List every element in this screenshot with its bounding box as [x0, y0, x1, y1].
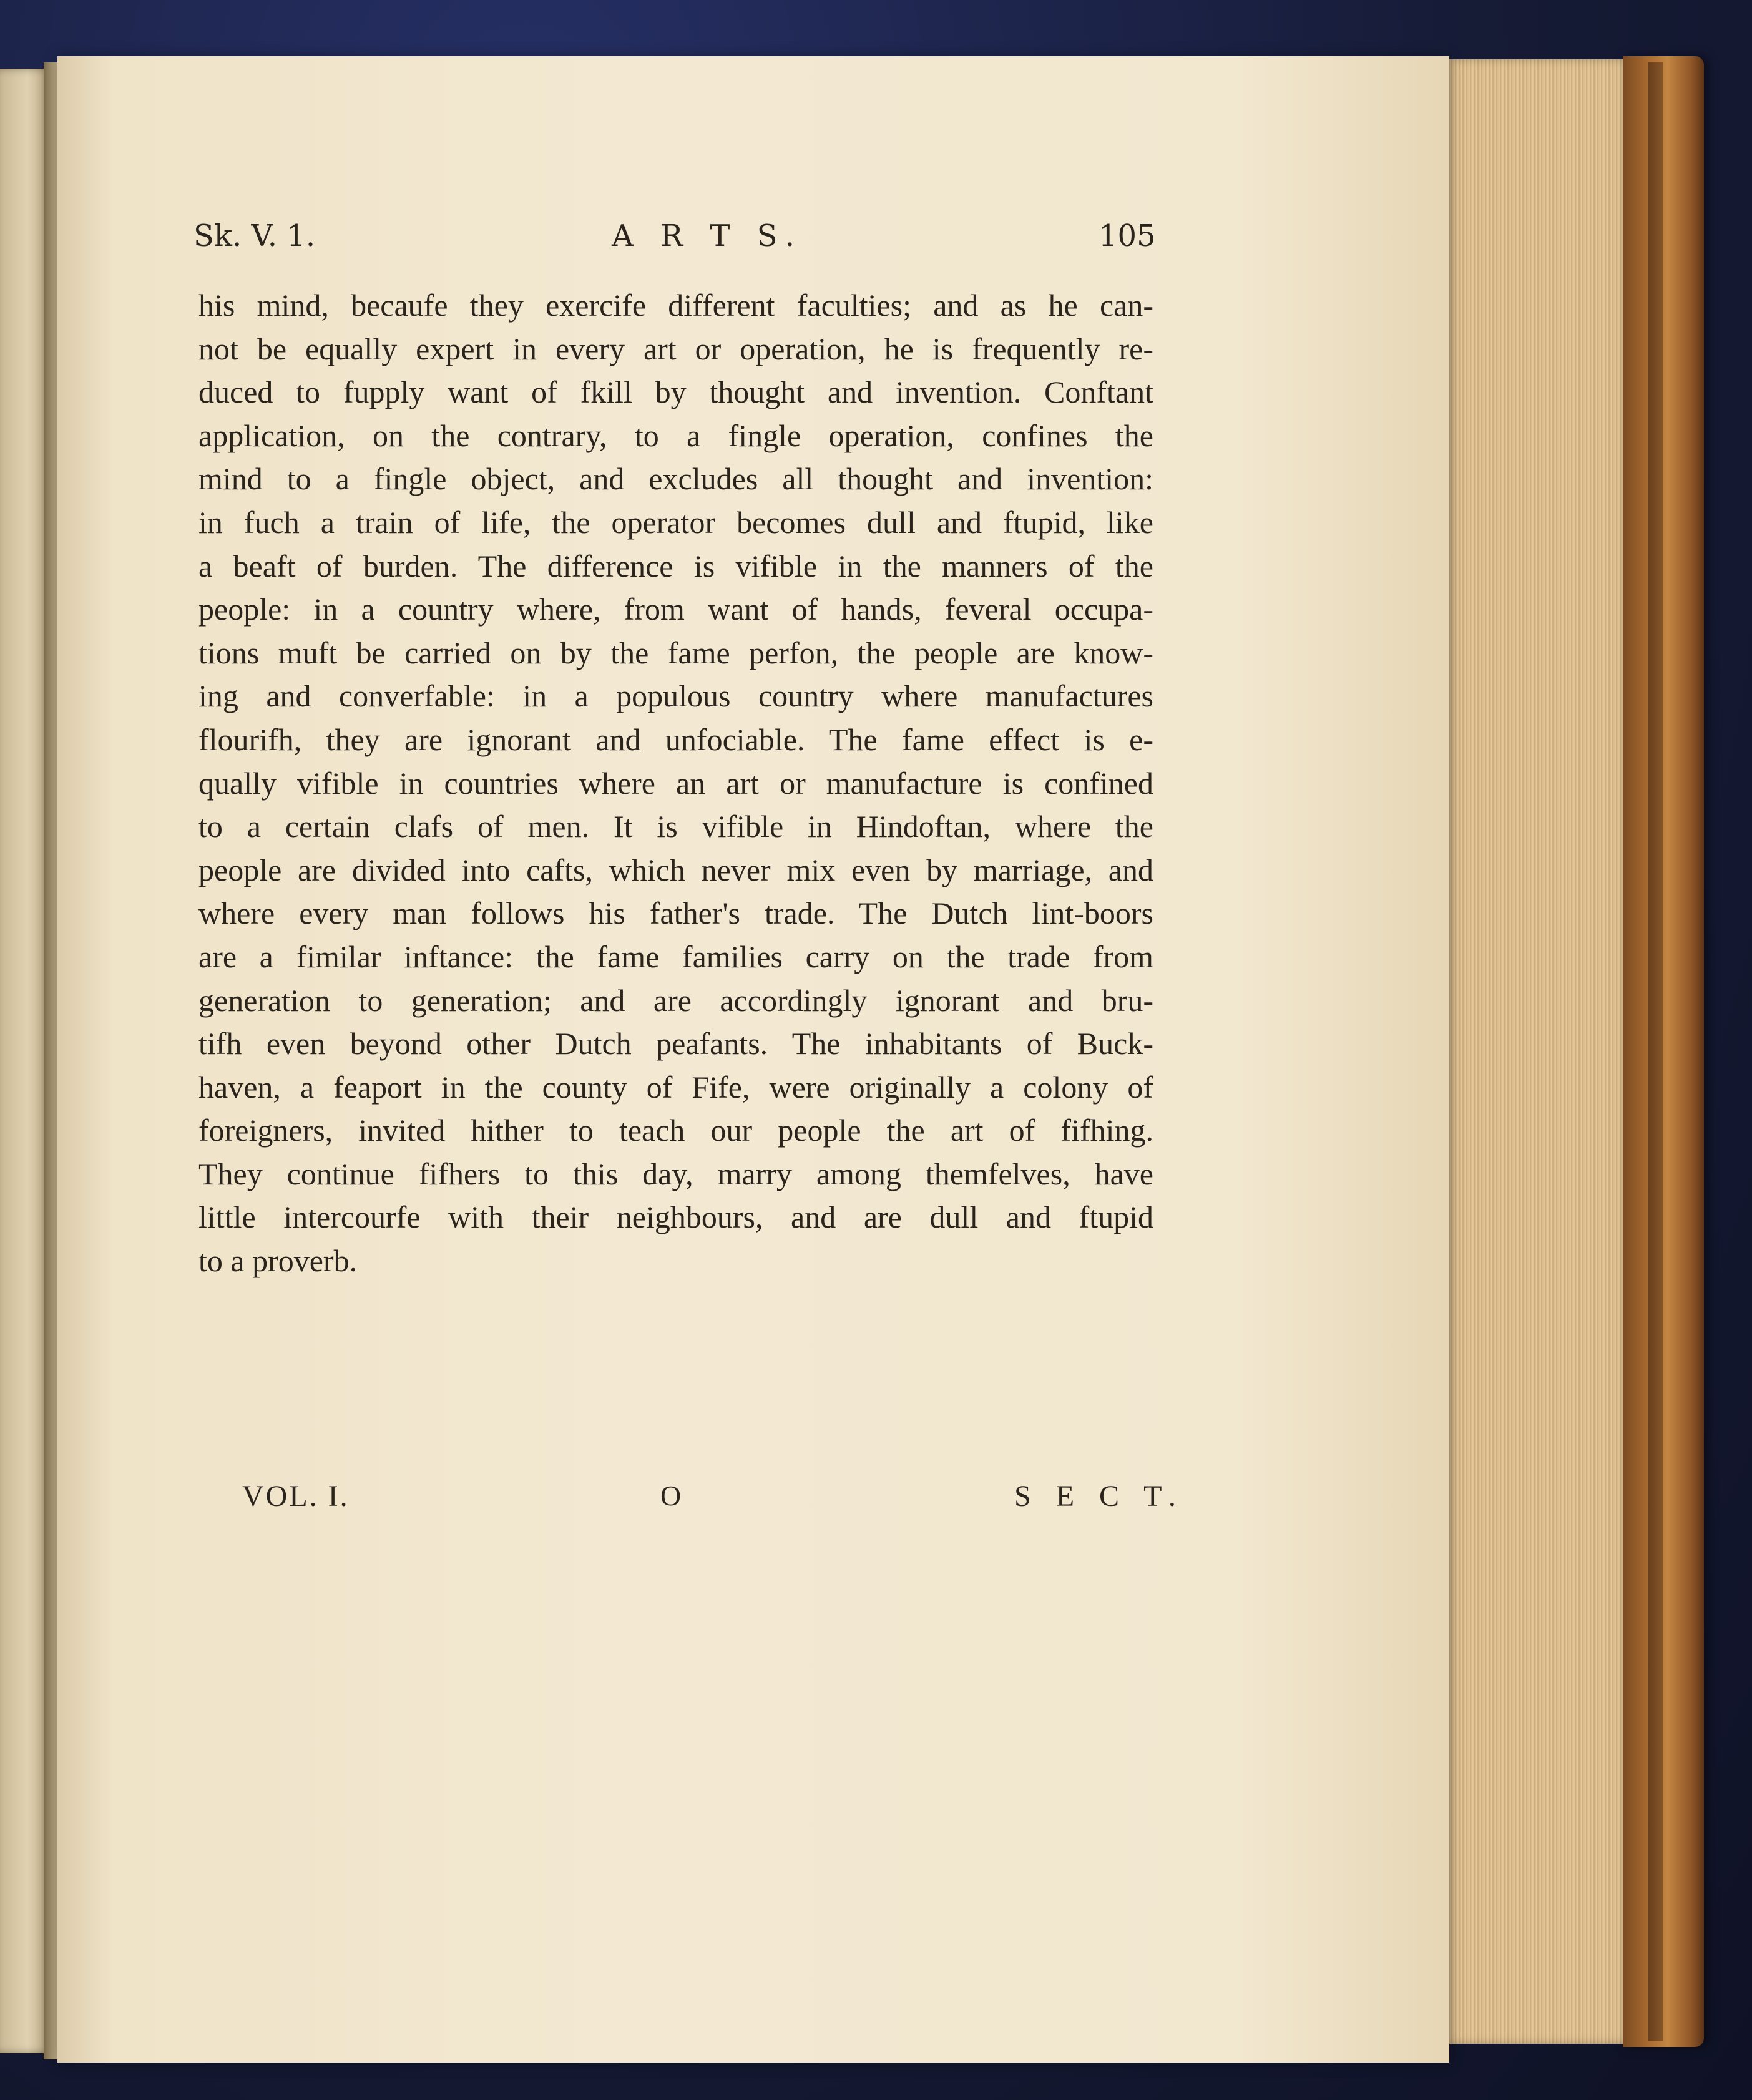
text-line: people are divided into cafts, which never mix even by marriage, and: [198, 852, 1153, 887]
volume-signature: VOL. I.: [242, 1480, 350, 1513]
text-line: where every man follows his father's trade. The Dutch lint-boors: [198, 896, 1153, 931]
text-line: haven, a feaport in the county of Fife, were originally a colony of: [198, 1069, 1153, 1105]
text-line: in fuch a train of life, the operator becomes dull and ftupid, like: [198, 504, 1153, 540]
text-line: little intercourfe with their neighbours, and are dull and ftupid: [198, 1199, 1153, 1235]
text-line: are a fimilar inftance: the fame families carry on the trade from: [198, 939, 1153, 974]
text-line: to a proverb.: [198, 1243, 358, 1279]
text-line: generation to generation; and are accordingly ignorant and bru-: [198, 982, 1153, 1018]
facing-page-edge: [0, 69, 50, 2053]
cover-spine-shadow: [1648, 62, 1663, 2041]
text-line: qually vifible in countries where an art or manufacture is confined: [198, 765, 1153, 801]
text-line: a beaft of burden. The difference is vifible in the manners of the: [198, 548, 1153, 584]
text-line: flourifh, they are ignorant and unfociable. The fame effect is e-: [198, 721, 1153, 757]
signature-mark: O: [660, 1480, 682, 1512]
running-head-section: Sk. V. 1.: [193, 218, 316, 253]
text-line: ing and converfable: in a populous country where manufactures: [198, 678, 1153, 714]
text-line: mind to a fingle object, and excludes all thought and invention:: [198, 461, 1153, 497]
catchword: S E C T.: [1014, 1480, 1185, 1513]
text-line: duced to fupply want of fkill by thought and invention. Conftant: [198, 374, 1153, 410]
page-block-edges: [1442, 59, 1629, 2044]
text-line: They continue fifhers to this day, marry among themfelves, have: [198, 1156, 1153, 1191]
text-line: to a certain clafs of men. It is vifible in Hindoftan, where the: [198, 809, 1153, 844]
text-line: tifh even beyond other Dutch peafants. The inhabitants of Buck-: [198, 1026, 1153, 1062]
running-head-title: A R T S.: [612, 218, 804, 253]
text-line: not be equally expert in every art or operation, he is frequently re-: [198, 331, 1153, 366]
body-text: [198, 284, 1153, 1283]
text-line: his mind, becaufe they exercife different faculties; and as he can-: [198, 288, 1153, 323]
leather-cover: [1623, 56, 1704, 2047]
text-line: tions muft be carried on by the fame perfon, the people are know-: [198, 635, 1153, 670]
text-line: application, on the contrary, to a fingle operation, confines the: [198, 418, 1153, 453]
page-number: 105: [1099, 218, 1156, 253]
text-line: people: in a country where, from want of hands, feveral occupa-: [198, 592, 1153, 627]
text-line: foreigners, invited hither to teach our people the art of fifhing.: [198, 1113, 1153, 1148]
